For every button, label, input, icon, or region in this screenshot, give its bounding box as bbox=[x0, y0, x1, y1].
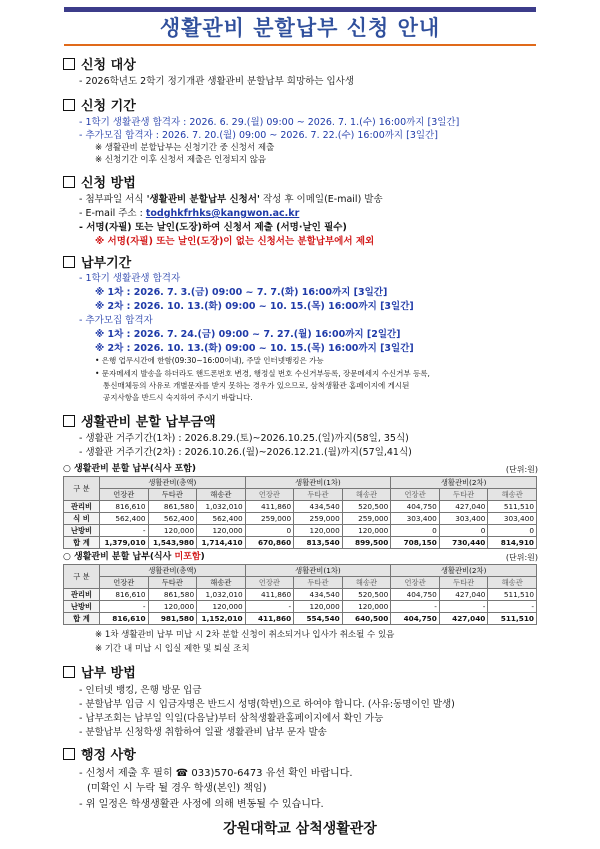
checkbox-square-icon bbox=[63, 58, 75, 70]
pay-method-1: - 인터넷 뱅킹, 은행 방문 입금 bbox=[79, 685, 202, 696]
table-cell: - bbox=[100, 525, 149, 537]
table-cell: 434,540 bbox=[294, 589, 343, 601]
table-cell: 554,540 bbox=[294, 613, 343, 625]
table-cell: - bbox=[488, 601, 537, 613]
row-label: 관리비 bbox=[64, 501, 100, 513]
table-cell: - bbox=[439, 601, 488, 613]
period-line-1: - 1학기 생활관생 합격자 : 2026. 6. 29.(월) 09:00 ~ 2026. 7. 1.(수) 16:00까지 [3일간] bbox=[79, 117, 460, 128]
table-cell: 0 bbox=[439, 525, 488, 537]
table-cell: 259,000 bbox=[245, 513, 294, 525]
table-cell: 640,500 bbox=[342, 613, 391, 625]
table-cell: 1,379,010 bbox=[100, 537, 149, 549]
hall-header: 언장관 bbox=[391, 577, 440, 589]
table-cell: 1,714,410 bbox=[197, 537, 246, 549]
period-note-2: ※ 신청기간 이후 신청서 제출은 인정되지 않음 bbox=[95, 155, 267, 165]
row-label: 난방비 bbox=[64, 525, 100, 537]
group-header: 생활관비(2차) bbox=[391, 565, 537, 577]
table-cell: 427,040 bbox=[439, 501, 488, 513]
table-cell: 120,000 bbox=[148, 601, 197, 613]
pay-group-1: - 1학기 생활관생 합격자 bbox=[79, 273, 181, 284]
table-note-1: ※ 1차 생활관비 납부 미납 시 2차 분할 신청이 취소되거나 입사가 취소될 수 있음 bbox=[95, 630, 395, 640]
hall-header: 언장관 bbox=[245, 577, 294, 589]
hall-header: 해송관 bbox=[342, 489, 391, 501]
group-header: 생활관비(2차) bbox=[391, 477, 537, 489]
pay-bullet-2a: • 문자메세지 발송을 하더라도 핸드폰번호 변경, 행정실 번호 수신거부등록, 장문메세지 수신거부 등록, bbox=[95, 369, 430, 378]
checkbox-square-icon bbox=[63, 415, 75, 427]
admin-line-1: - 신청서 제출 후 필히 ☎ 033)570-6473 유선 확인 바랍니다. bbox=[79, 768, 353, 779]
admin-line-2: (미확인 시 누락 될 경우 학생(본인) 책임) bbox=[87, 783, 267, 794]
hall-header: 두타관 bbox=[148, 577, 197, 589]
checkbox-square-icon bbox=[63, 256, 75, 268]
division-header: 구 분 bbox=[64, 565, 100, 589]
group-header: 생활관비(1차) bbox=[245, 477, 391, 489]
table-cell: 0 bbox=[391, 525, 440, 537]
method-warning: ※ 서명(자필) 또는 날인(도장)이 없는 신청서는 분할납부에서 제외 bbox=[95, 236, 375, 247]
table-hall-header-row bbox=[64, 489, 537, 501]
table-group-header-row bbox=[64, 477, 537, 489]
fee-table-with-meals bbox=[63, 476, 537, 549]
pay-group-1-first: ※ 1차 : 2026. 7. 3.(금) 09:00 ~ 7. 7.(화) 16:00까지 [3일간] bbox=[95, 287, 388, 298]
table-cell: 562,400 bbox=[100, 513, 149, 525]
table-cell: 259,000 bbox=[294, 513, 343, 525]
table2-caption: ○ 생활관비 분할 납부(식사 미포함) bbox=[63, 552, 205, 562]
hall-header: 해송관 bbox=[488, 577, 537, 589]
admin-line-3: - 위 일정은 학생생활관 사정에 의해 변동될 수 있습니다. bbox=[79, 799, 324, 810]
hall-header: 두타관 bbox=[439, 489, 488, 501]
section-heading-payment-period: 납부기간 bbox=[63, 252, 131, 271]
residence-period-1: - 생활관 거주기간(1차) : 2026.8.29.(토)~2026.10.25.(일)까지(58일, 35식) bbox=[79, 433, 409, 444]
row-label: 난방비 bbox=[64, 601, 100, 613]
table-row bbox=[64, 601, 537, 613]
table-cell: 730,440 bbox=[439, 537, 488, 549]
table-cell: 813,540 bbox=[294, 537, 343, 549]
table-cell: 511,510 bbox=[488, 501, 537, 513]
checkbox-square-icon bbox=[63, 99, 75, 111]
pay-method-4: - 분할납부 신청학생 취합하여 일괄 생활관비 납부 문자 발송 bbox=[79, 727, 327, 738]
email-link[interactable]: todghkfrhks@kangwon.ac.kr bbox=[145, 208, 300, 219]
table-cell: 303,400 bbox=[439, 513, 488, 525]
table-row bbox=[64, 513, 537, 525]
table-cell: 899,500 bbox=[342, 537, 391, 549]
table-cell: 861,580 bbox=[148, 589, 197, 601]
hall-header: 해송관 bbox=[342, 577, 391, 589]
row-label: 관리비 bbox=[64, 589, 100, 601]
table-cell: 120,000 bbox=[294, 601, 343, 613]
table-hall-header-row bbox=[64, 577, 537, 589]
table-cell: 816,610 bbox=[100, 589, 149, 601]
table-cell: 404,750 bbox=[391, 501, 440, 513]
table-cell: 259,000 bbox=[342, 513, 391, 525]
checkbox-square-icon bbox=[63, 176, 75, 188]
table-cell: - bbox=[391, 601, 440, 613]
table1-caption: ○ 생활관비 분할 납부(식사 포함) bbox=[63, 464, 196, 474]
table-row bbox=[64, 525, 537, 537]
table-row bbox=[64, 537, 537, 549]
row-label: 합 계 bbox=[64, 613, 100, 625]
checkbox-square-icon bbox=[63, 666, 75, 678]
section-heading-period: 신청 기간 bbox=[63, 95, 136, 114]
table-cell: 670,860 bbox=[245, 537, 294, 549]
pay-method-2: - 분할납부 입금 시 입금자명은 반드시 성명(학번)으로 하여야 합니다. (사유:동명이인 발생) bbox=[79, 699, 455, 710]
table-cell: 708,150 bbox=[391, 537, 440, 549]
division-header: 구 분 bbox=[64, 477, 100, 501]
table-group-header-row bbox=[64, 565, 537, 577]
target-line: - 2026학년도 2학기 정기개관 생활관비 분할납부 희망하는 입사생 bbox=[79, 76, 355, 87]
table-cell: 1,032,010 bbox=[197, 589, 246, 601]
table-cell: 120,000 bbox=[294, 525, 343, 537]
fee-table-without-meals bbox=[63, 564, 537, 625]
section-heading-pay-method: 납부 방법 bbox=[63, 662, 136, 681]
table-cell: 1,032,010 bbox=[197, 501, 246, 513]
table-cell: 0 bbox=[488, 525, 537, 537]
pay-bullet-1: • 은행 업무시간에 한함(09:30~16:00이내), 주말 인터넷뱅킹은 가능 bbox=[95, 356, 324, 365]
table-row bbox=[64, 613, 537, 625]
section-heading-method: 신청 방법 bbox=[63, 172, 136, 191]
table-note-2: ※ 기간 내 미납 시 입실 제한 및 퇴실 조치 bbox=[95, 644, 250, 654]
section-heading-target: 신청 대상 bbox=[63, 54, 136, 73]
hall-header: 해송관 bbox=[488, 489, 537, 501]
table-cell: 303,400 bbox=[488, 513, 537, 525]
section-heading-amount: 생활관비 분할 납부금액 bbox=[63, 411, 216, 430]
group-header: 생활관비(총액) bbox=[100, 565, 246, 577]
table-cell: 411,860 bbox=[245, 501, 294, 513]
issuer-signature: 강원대학교 삼척생활관장 bbox=[223, 821, 377, 837]
pay-group-2-second: ※ 2차 : 2026. 10. 13.(화) 09:00 ~ 10. 15.(목) 16:00까지 [3일간] bbox=[95, 343, 414, 354]
method-line-1: - 첨부파일 서식 '생활관비 분할납부 신청서' 작성 후 이메일(E-mail) 발송 bbox=[79, 194, 383, 205]
table-cell: 427,040 bbox=[439, 589, 488, 601]
hall-header: 두타관 bbox=[439, 577, 488, 589]
table-cell: 1,152,010 bbox=[197, 613, 246, 625]
table-cell: 511,510 bbox=[488, 613, 537, 625]
title-underline bbox=[64, 44, 536, 46]
table-cell: - bbox=[100, 601, 149, 613]
table-cell: 411,860 bbox=[245, 589, 294, 601]
table-cell: 427,040 bbox=[439, 613, 488, 625]
hall-header: 해송관 bbox=[197, 577, 246, 589]
table-cell: 511,510 bbox=[488, 589, 537, 601]
table-cell: 120,000 bbox=[342, 525, 391, 537]
table-cell: 520,500 bbox=[342, 589, 391, 601]
group-header: 생활관비(1차) bbox=[245, 565, 391, 577]
table-cell: 434,540 bbox=[294, 501, 343, 513]
page-title: 생활관비 분할납부 신청 안내 bbox=[159, 16, 441, 40]
table-cell: 120,000 bbox=[148, 525, 197, 537]
hall-header: 두타관 bbox=[294, 577, 343, 589]
period-note-1: ※ 생활관비 분할납부는 신청기간 중 신청서 제출 bbox=[95, 143, 275, 153]
table-cell: 562,400 bbox=[148, 513, 197, 525]
table1-unit: (단위:원) bbox=[505, 465, 538, 474]
table2-unit: (단위:원) bbox=[505, 553, 538, 562]
hall-header: 두타관 bbox=[148, 489, 197, 501]
table-cell: 404,750 bbox=[391, 613, 440, 625]
row-label: 식 비 bbox=[64, 513, 100, 525]
residence-period-2: - 생활관 거주기간(2차) : 2026.10.26.(월)~2026.12.21.(월)까지(57일,41식) bbox=[79, 447, 412, 458]
table-cell: 861,580 bbox=[148, 501, 197, 513]
checkbox-square-icon bbox=[63, 748, 75, 760]
table-cell: 404,750 bbox=[391, 589, 440, 601]
table-cell: 120,000 bbox=[197, 525, 246, 537]
table-cell: 816,610 bbox=[100, 613, 149, 625]
table-cell: 120,000 bbox=[197, 601, 246, 613]
hall-header: 해송관 bbox=[197, 489, 246, 501]
pay-group-1-second: ※ 2차 : 2026. 10. 13.(화) 09:00 ~ 10. 15.(목) 16:00까지 [3일간] bbox=[95, 301, 414, 312]
hall-header: 두타관 bbox=[294, 489, 343, 501]
table-row bbox=[64, 501, 537, 513]
table-cell: 816,610 bbox=[100, 501, 149, 513]
group-header: 생활관비(총액) bbox=[100, 477, 246, 489]
table-cell: - bbox=[245, 601, 294, 613]
table-row bbox=[64, 589, 537, 601]
pay-group-2: - 추가모집 합격자 bbox=[79, 315, 153, 326]
hall-header: 언장관 bbox=[245, 489, 294, 501]
pay-group-2-first: ※ 1차 : 2026. 7. 24.(금) 09:00 ~ 7. 27.(월) 16:00까지 [2일간] bbox=[95, 329, 401, 340]
table-cell: 120,000 bbox=[342, 601, 391, 613]
method-email-line: - E-mail 주소 : todghkfrhks@kangwon.ac.kr bbox=[79, 208, 300, 219]
table-cell: 562,400 bbox=[197, 513, 246, 525]
table-cell: 520,500 bbox=[342, 501, 391, 513]
hall-header: 언장관 bbox=[100, 577, 149, 589]
table-cell: 981,580 bbox=[148, 613, 197, 625]
hall-header: 언장관 bbox=[100, 489, 149, 501]
period-line-2: - 추가모집 합격자 : 2026. 7. 20.(월) 09:00 ~ 2026. 7. 22.(수) 16:00까지 [3일간] bbox=[79, 130, 438, 141]
table-cell: 814,910 bbox=[488, 537, 537, 549]
section-heading-admin: 행정 사항 bbox=[63, 744, 136, 763]
method-line-3: - 서명(자필) 또는 날인(도장)하여 신청서 제출 (서명·날인 필수) bbox=[79, 222, 347, 233]
table-cell: 411,860 bbox=[245, 613, 294, 625]
hall-header: 언장관 bbox=[391, 489, 440, 501]
table-cell: 0 bbox=[245, 525, 294, 537]
pay-bullet-2b: 통신매체등의 사유로 개별문자를 받지 못하는 경우가 있으므로, 삼척생활관 홈페이지에 게시된 bbox=[103, 381, 410, 390]
row-label: 합 계 bbox=[64, 537, 100, 549]
table-cell: 303,400 bbox=[391, 513, 440, 525]
pay-bullet-2c: 공지사항을 반드시 숙지하여 주시기 바랍니다. bbox=[103, 393, 253, 402]
table-cell: 1,543,980 bbox=[148, 537, 197, 549]
pay-method-3: - 납부조회는 납부일 익일(다음날)부터 삼척생활관홈페이지에서 확인 가능 bbox=[79, 713, 384, 724]
